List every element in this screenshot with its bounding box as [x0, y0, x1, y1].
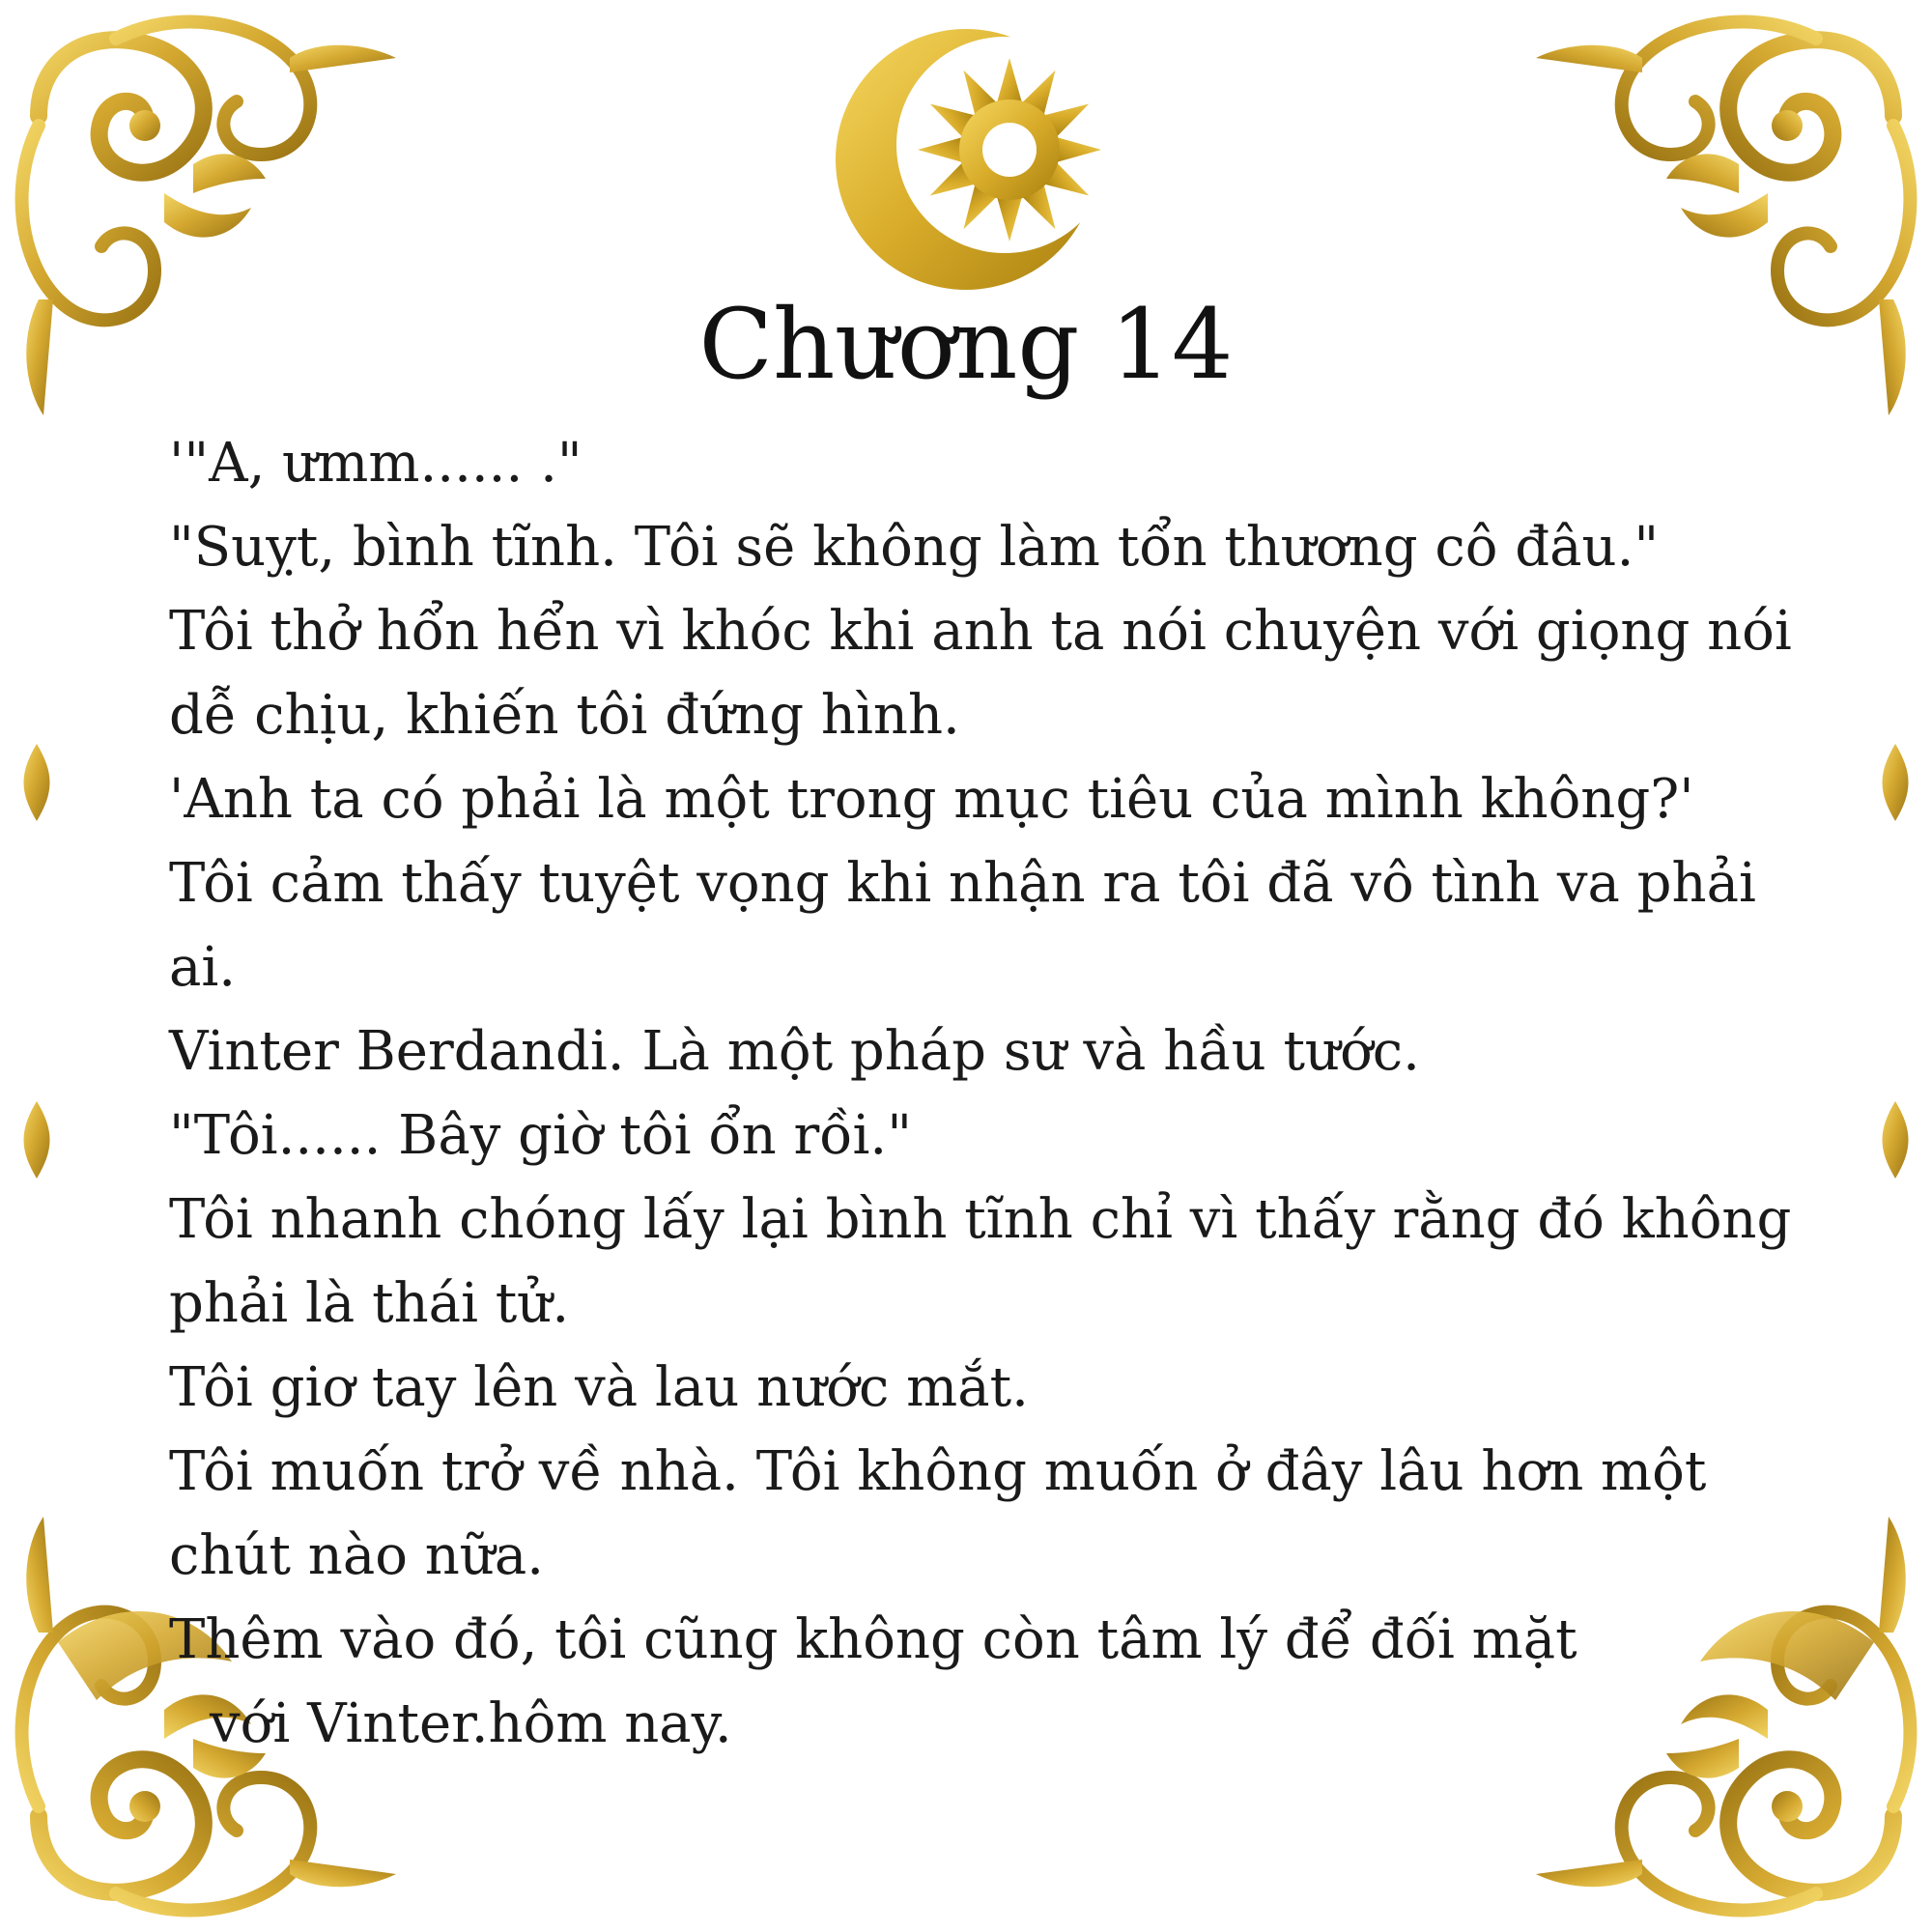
text-line: Tôi nhanh chóng lấy lại bình tĩnh chỉ vì thấy rằng đó không	[169, 1188, 1792, 1251]
text-line: Thêm vào đó, tôi cũng không còn tâm lý để đối mặt	[169, 1608, 1577, 1671]
text-line: chút nào nữa.	[169, 1524, 545, 1587]
text-line: '"A, ưmm...... ."	[169, 432, 582, 495]
text-line: dễ chịu, khiến tôi đứng hình.	[169, 684, 960, 747]
chapter-title: Chương 14	[698, 288, 1234, 401]
text-line: với Vinter.hôm nay.	[210, 1692, 732, 1755]
text-line: Tôi muốn trở về nhà. Tôi không muốn ở đây lâu hơn một	[169, 1440, 1707, 1503]
text-line: phải là thái tử.	[169, 1272, 570, 1335]
text-line: 'Anh ta có phải là một trong mục tiêu của mình không?'	[169, 768, 1694, 831]
text-line: Tôi thở hổn hển vì khóc khi anh ta nói chuyện với giọng nói	[169, 600, 1792, 663]
text-line: Tôi giơ tay lên và lau nước mắt.	[169, 1356, 1029, 1419]
text-line: ai.	[169, 936, 237, 999]
text-line: "Suỵt, bình tĩnh. Tôi sẽ không làm tổn thương cô đâu."	[169, 516, 1660, 579]
text-line: "Tôi...... Bây giờ tôi ổn rồi."	[169, 1104, 912, 1167]
text-line: Vinter Berdandi. Là một pháp sư và hầu tước.	[169, 1020, 1420, 1083]
chapter-body	[169, 421, 1884, 1766]
text-line: Tôi cảm thấy tuyệt vọng khi nhận ra tôi đã vô tình va phải	[169, 852, 1756, 915]
crescent-sun-emblem	[831, 14, 1121, 304]
